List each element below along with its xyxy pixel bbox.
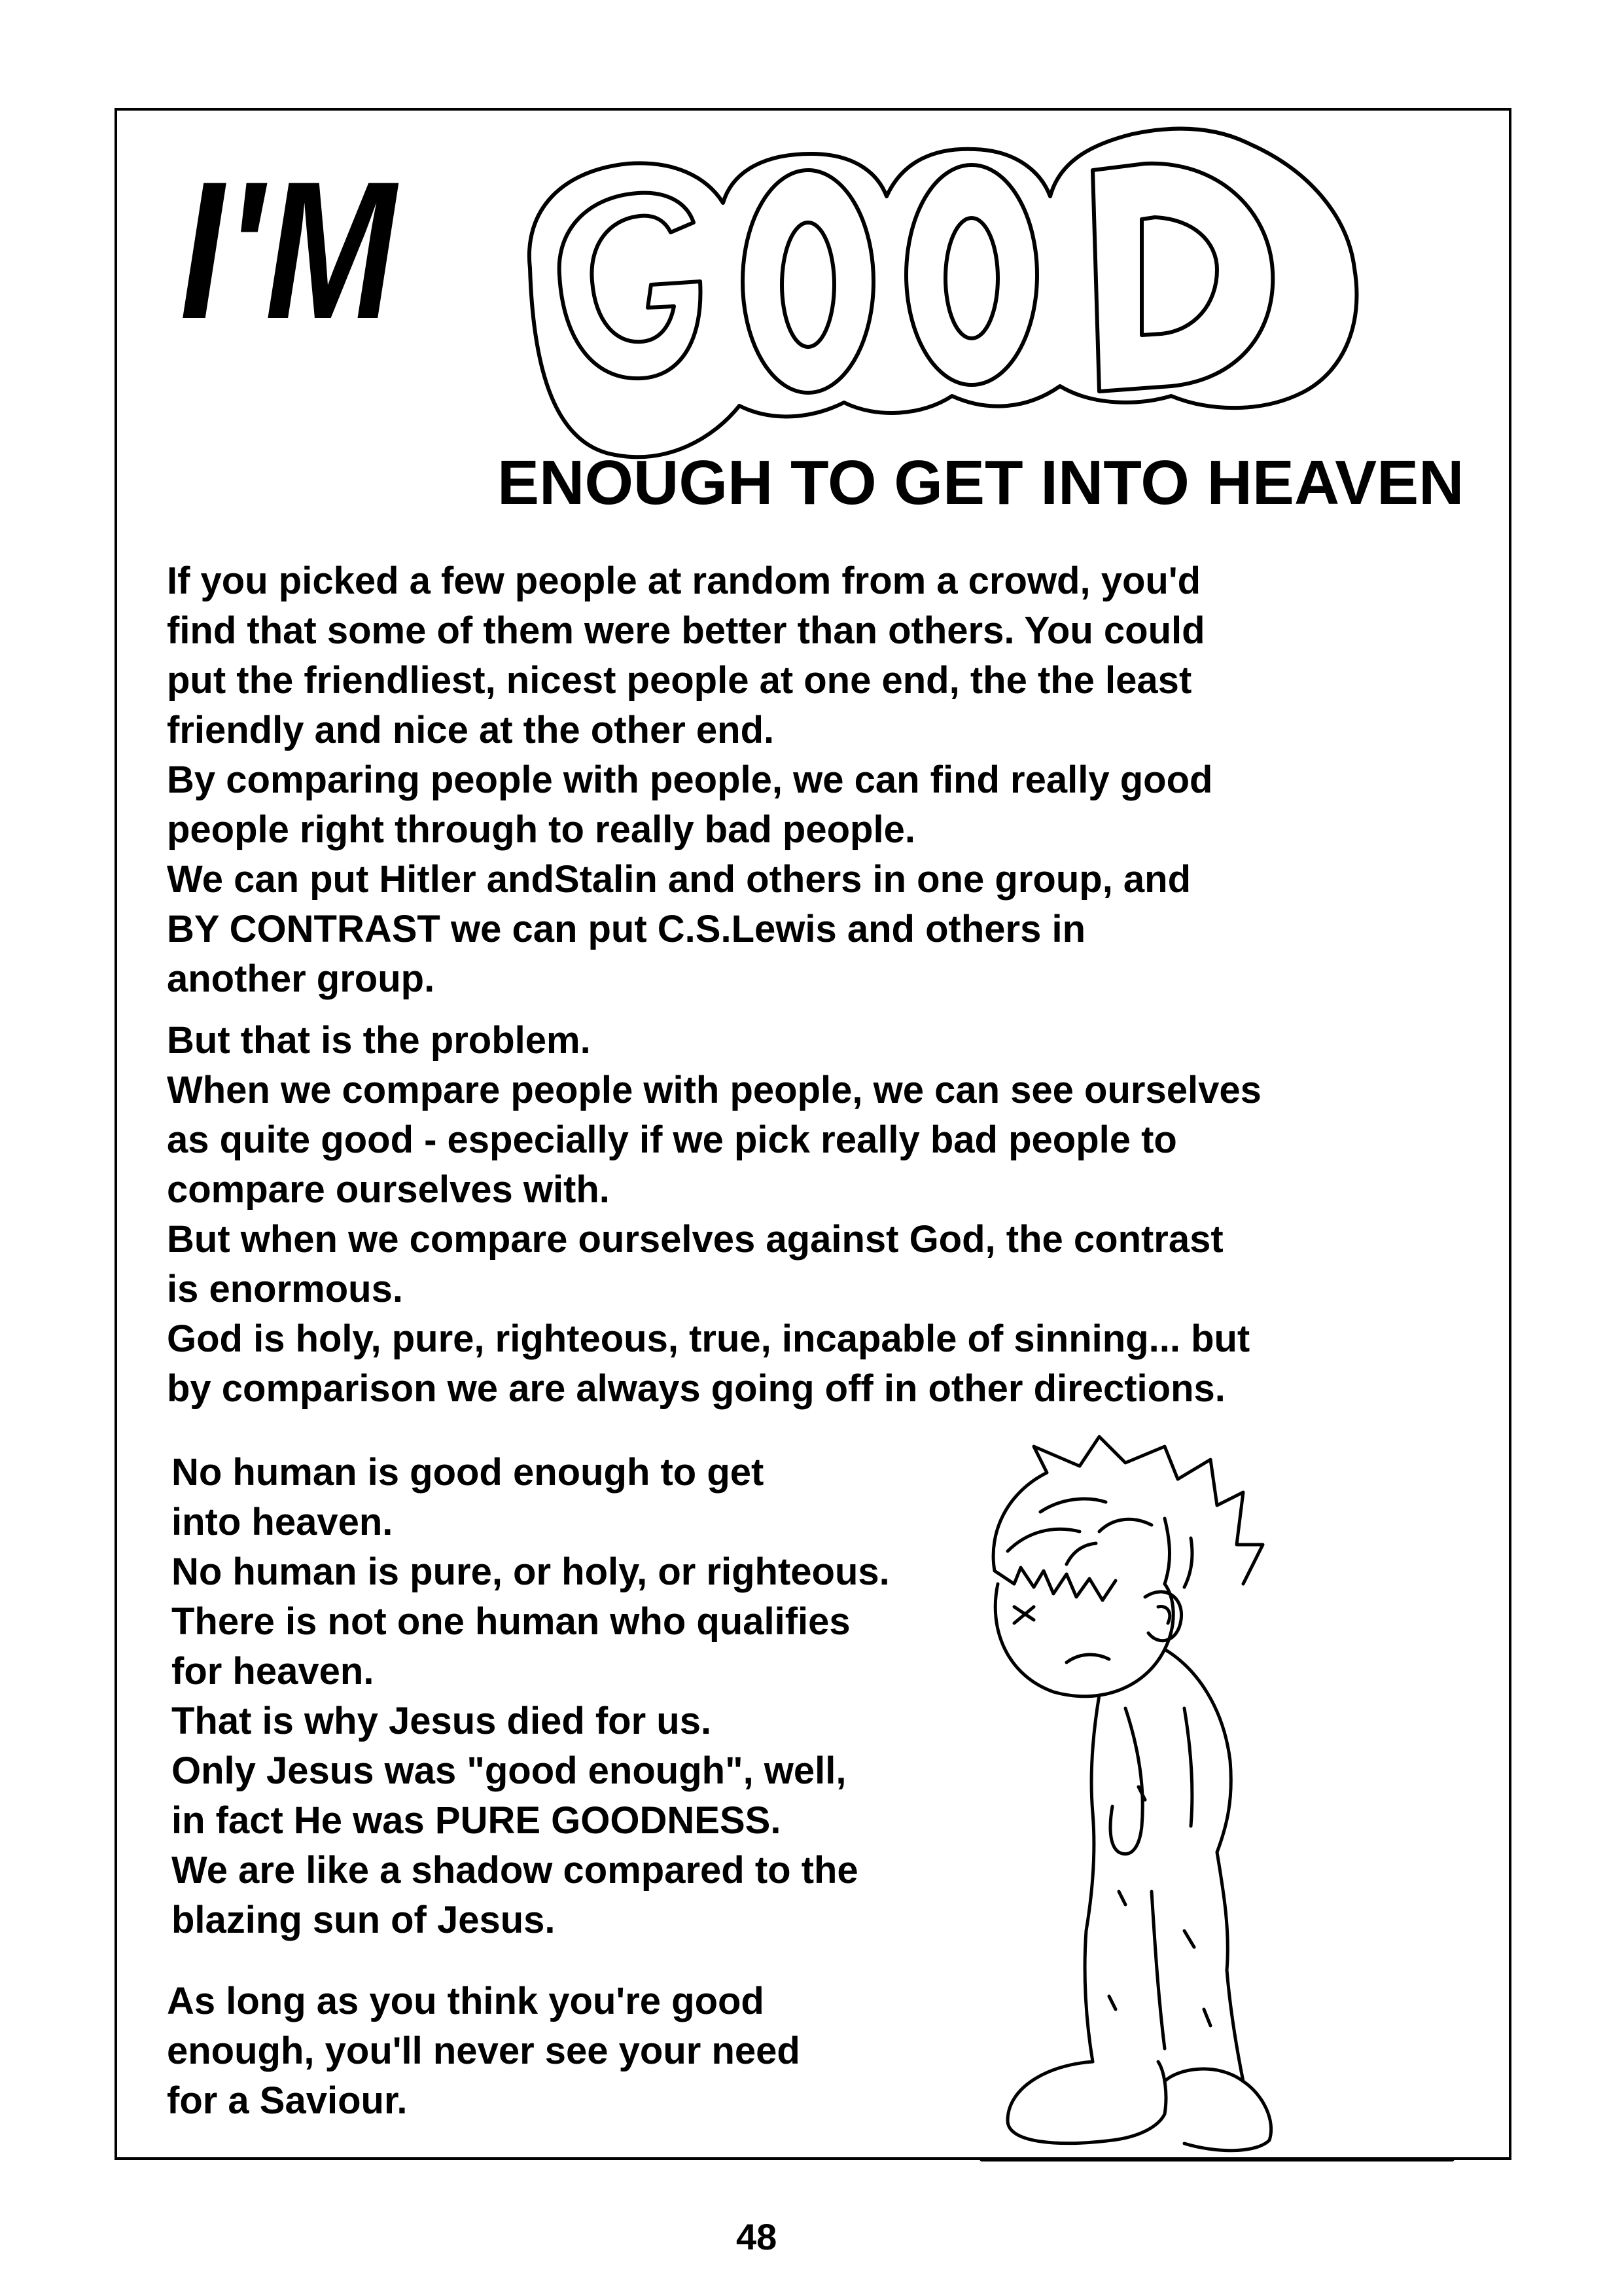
text-line: God is holy, pure, righteous, true, incapable of sinning... but: [167, 1318, 1250, 1360]
text-line: compare ourselves with.: [167, 1168, 610, 1211]
text-line: for heaven.: [171, 1650, 374, 1693]
text-line: When we compare people with people, we can see ourselves: [167, 1069, 1262, 1111]
text-line: in fact He was PURE GOODNESS.: [171, 1799, 781, 1842]
sad-boy-illustration: [968, 1433, 1466, 2166]
text-line: enough, you'll never see your need: [167, 2030, 800, 2072]
text-line: put the friendliest, nicest people at one end, the the least: [167, 659, 1192, 702]
text-line: But that is the problem.: [167, 1019, 591, 1062]
text-line: find that some of them were better than others. You could: [167, 609, 1205, 652]
text-line: No human is pure, or holy, or righteous.: [171, 1551, 890, 1593]
subtitle: ENOUGH TO GET INTO HEAVEN: [497, 448, 1464, 518]
text-line: friendly and nice at the other end.: [167, 709, 775, 751]
text-line: is enormous.: [167, 1268, 403, 1310]
text-line: BY CONTRAST we can put C.S.Lewis and others in: [167, 908, 1086, 950]
paragraph-1: [167, 556, 1212, 1004]
text-line: for a Saviour.: [167, 2079, 408, 2122]
paragraph-4: [167, 1977, 800, 2126]
text-line: people right through to really bad people.: [167, 808, 915, 851]
text-line: another group.: [167, 958, 435, 1000]
text-line: into heaven.: [171, 1501, 393, 1543]
text-line: That is why Jesus died for us.: [171, 1700, 712, 1742]
text-line: We are like a shadow compared to the: [171, 1849, 858, 1892]
text-line: Only Jesus was "good enough", well,: [171, 1749, 847, 1792]
title-im: I'M: [180, 140, 398, 360]
text-line: as quite good - especially if we pick really bad people to: [167, 1119, 1177, 1161]
title-good-outline-text: [484, 98, 1413, 471]
text-line: As long as you think you're good: [167, 1980, 764, 2022]
text-line: But when we compare ourselves against God, the contrast: [167, 1218, 1224, 1261]
text-line: No human is good enough to get: [171, 1451, 764, 1494]
text-line: There is not one human who qualifies: [171, 1600, 851, 1643]
page-number: 48: [736, 2216, 777, 2257]
text-line: by comparison we are always going off in other directions.: [167, 1367, 1226, 1410]
paragraph-2: [167, 1016, 1262, 1414]
text-line: By comparing people with people, we can find really good: [167, 759, 1213, 801]
text-line: We can put Hitler andStalin and others in one group, and: [167, 858, 1192, 901]
paragraph-3: [171, 1448, 890, 1945]
text-line: If you picked a few people at random from a crowd, you'd: [167, 560, 1201, 602]
text-line: blazing sun of Jesus.: [171, 1899, 556, 1941]
